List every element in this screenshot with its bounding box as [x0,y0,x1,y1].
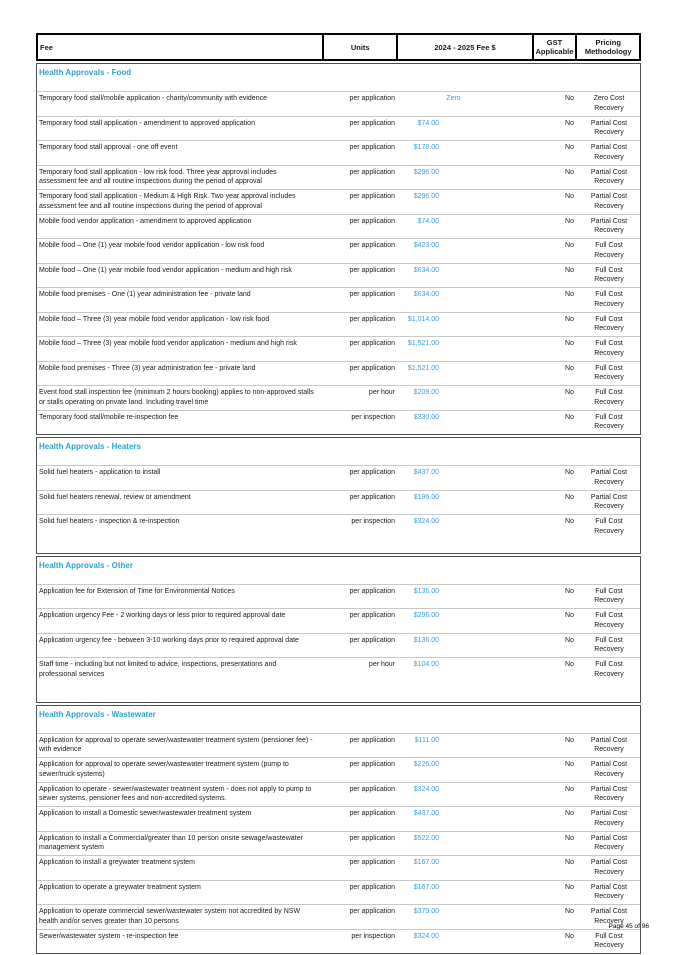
row-units: per application [349,315,395,323]
row-fee-amount: $296.00 [413,612,439,619]
row-fee-amount: $178.00 [413,144,439,151]
row-units: per application [349,810,395,817]
row-fee-description: Temporary food stall/mobile re-inspection fee [39,413,179,421]
row-units: per application [349,242,395,249]
row-fee-description: Mobile food – Three (3) year mobile food vendor application - medium and high risk [39,340,297,347]
row-gst-applicable: No [565,217,574,225]
row-gst-applicable: No [565,736,574,744]
row-pricing-methodology: Full Cost Recovery [594,340,624,357]
row-fee-description: Application to install a Domestic sewer/wastewater treatment system [39,810,252,817]
row-units: per application [349,364,395,372]
row-fee-description: Sewer/wastewater system - re-inspection fee [39,932,179,940]
row-fee-description: Solid fuel heaters - application to install [39,469,161,476]
row-fee-description: Solid fuel heaters renewal, review or amendment [39,493,191,501]
row-fee-amount: $324.00 [413,518,439,525]
header-units: Units [324,35,399,59]
header-fee-amount: 2024 - 2025 Fee $ [398,35,533,59]
row-fee-description: Application for approval to operate sewer/wastewater treatment system (pensioner fee) - with evidence [39,736,313,753]
row-units: per application [349,291,395,298]
row-fee-description: Mobile food vendor application - amendment to approved application [39,217,252,225]
row-gst-applicable: No [565,413,574,421]
row-fee-description: Mobile food premises - One (1) year administration fee - private land [39,291,251,298]
row-fee-amount: $136.00 [413,636,439,644]
row-pricing-methodology: Full Cost Recovery [594,661,624,678]
row-fee-description: Staff time - including but not limited to advice, inspections, presentations and professional services [39,661,277,678]
row-gst-applicable: No [565,364,574,372]
header-gst-applicable: GST Applicable [534,35,578,59]
table-row [37,733,640,758]
row-fee-amount: $296.00 [413,193,439,200]
row-gst-applicable: No [565,859,574,866]
row-pricing-methodology: Full Cost Recovery [594,315,624,332]
row-fee-amount: $74.00 [417,217,439,225]
row-pricing-methodology: Partial Cost Recovery [590,144,628,161]
row-pricing-methodology: Partial Cost Recovery [590,859,628,876]
row-gst-applicable: No [565,119,574,127]
row-gst-applicable: No [565,785,574,793]
row-units: per application [349,168,395,176]
row-gst-applicable: No [565,469,574,476]
row-units: per application [349,736,395,744]
table-header-row [36,33,641,61]
row-units: per application [349,612,395,619]
row-units: per hour [368,389,395,396]
row-fee-description: Application to operate a greywater treatment system [39,883,201,891]
table-row [37,806,640,831]
row-gst-applicable: No [565,242,574,249]
row-fee-description: Temporary food stall application - amendment to approved application [39,119,255,127]
row-fee-description: Temporary food stall/mobile application - charity/community with evidence [39,95,267,102]
row-units: per application [349,493,395,501]
row-fee-amount: $634.00 [413,266,439,274]
row-fee-description: Application fee for Extension of Time for Environmental Notices [39,587,235,595]
table-row [37,608,640,633]
row-gst-applicable: No [565,493,574,501]
row-fee-description: Application to operate - sewer/wastewater treatment system - does not apply to pump to sewer systems, pensioner fees and non-accredited systems. [39,785,312,802]
row-pricing-methodology: Partial Cost Recovery [590,736,628,753]
table-row [37,214,640,239]
section-title: Health Approvals - Other [39,560,133,570]
row-gst-applicable: No [565,315,574,323]
row-gst-applicable: No [565,518,574,525]
table-row [37,584,640,609]
row-pricing-methodology: Partial Cost Recovery [590,785,628,802]
table-row [37,361,640,386]
table-row [37,904,640,929]
row-units: per hour [368,661,395,668]
row-fee-amount: $196.00 [413,493,439,501]
table-row [37,514,640,539]
row-fee-description: Solid fuel heaters - inspection & re-inspection [39,518,180,525]
row-pricing-methodology: Partial Cost Recovery [590,834,628,851]
row-gst-applicable: No [565,834,574,842]
table-row [37,116,640,141]
row-gst-applicable: No [565,612,574,619]
row-units: per application [349,834,395,842]
row-units: per application [349,266,395,274]
table-row [37,287,640,312]
section-title: Health Approvals - Food [39,68,132,77]
row-pricing-methodology: Partial Cost Recovery [590,168,628,185]
row-gst-applicable: No [565,168,574,176]
row-fee-amount: $379.00 [413,908,439,915]
row-pricing-methodology: Full Cost Recovery [594,266,624,283]
section-title: Health Approvals - Wastewater [39,709,156,719]
row-pricing-methodology: Full Cost Recovery [594,518,624,535]
section-health-approvals-other [36,556,641,703]
table-row [37,782,640,807]
row-units: per application [349,193,395,200]
row-units: per application [349,636,395,644]
row-pricing-methodology: Partial Cost Recovery [590,883,628,900]
row-fee-amount: $330.00 [413,413,439,421]
row-gst-applicable: No [565,291,574,298]
row-fee-amount: $1,014.00 [407,315,439,323]
row-fee-description: Temporary food stall application - low risk food. Three year approval includes assessment fee and all routine inspections during the period of approval [39,168,277,185]
row-fee-amount: Zero [446,95,461,102]
row-gst-applicable: No [565,389,574,396]
row-fee-amount: $437.00 [413,469,439,476]
row-units: per application [349,883,395,891]
row-pricing-methodology: Full Cost Recovery [594,389,624,406]
row-fee-description: Application urgency Fee - 2 working days or less prior to required approval date [39,612,286,619]
blank-space [37,682,640,702]
row-fee-description: Mobile food – One (1) year mobile food vendor application - low risk food [39,242,265,249]
row-pricing-methodology: Partial Cost Recovery [590,193,628,210]
row-units: per application [349,785,395,793]
row-fee-amount: $437.00 [413,810,439,817]
blank-space [37,539,640,553]
table-row [37,410,640,435]
row-units: per application [349,144,395,151]
row-units: per inspection [351,413,395,421]
row-fee-amount: $167.00 [413,883,439,891]
row-gst-applicable: No [565,95,574,102]
table-row [37,91,640,116]
table-row [37,633,640,658]
row-pricing-methodology: Partial Cost Recovery [590,493,628,510]
row-fee-description: Mobile food – One (1) year mobile food vendor application - medium and high risk [39,266,292,274]
row-units: per application [349,217,395,225]
row-fee-amount: $167.00 [413,859,439,866]
row-gst-applicable: No [565,908,574,915]
table-row [37,385,640,410]
row-units: per inspection [351,518,395,525]
row-fee-description: Application to install a Commercial/greater than 10 person onsite sewage/wastewater management system [39,834,303,851]
table-row [37,929,640,954]
row-fee-description: Application for approval to operate sewer/wastewater treatment system (pump to sewer/truck systems) [39,761,289,778]
table-row [37,238,640,263]
row-gst-applicable: No [565,761,574,768]
row-fee-description: Application urgency fee - between 3-10 working days prior to required approval date [39,636,299,644]
row-gst-applicable: No [565,636,574,644]
row-units: per application [349,908,395,915]
row-pricing-methodology: Partial Cost Recovery [590,810,628,827]
row-pricing-methodology: Full Cost Recovery [594,242,624,259]
row-units: per application [349,119,395,127]
row-gst-applicable: No [565,661,574,668]
row-fee-description: Temporary food stall application - Medium & High Risk. Two year approval includes assessment fee and all routine inspections during the period of approval [39,193,296,210]
row-fee-description: Event food stall inspection fee (minimum 2 hours booking) applies to non-approved stalls or stalls operating on private land. Including travel time [39,389,314,406]
row-units: per application [349,859,395,866]
row-fee-amount: $226.00 [413,761,439,768]
table-row [37,855,640,880]
row-fee-description: Application to operate commercial sewer/wastewater system not accredited by NSW health and/or serves greater than 10 persons [39,908,301,925]
row-fee-amount: $104.00 [413,661,439,668]
section-title: Health Approvals - Heaters [39,442,141,451]
row-pricing-methodology: Full Cost Recovery [594,932,624,949]
section-health-approvals-food [36,63,641,435]
row-pricing-methodology: Partial Cost Recovery [590,469,628,486]
row-fee-amount: $634.00 [413,291,439,298]
table-row [37,140,640,165]
table-row [37,312,640,337]
row-gst-applicable: No [565,883,574,891]
row-pricing-methodology: Full Cost Recovery [594,291,624,308]
row-fee-description: Mobile food – Three (3) year mobile food vendor application - low risk food [39,315,270,323]
row-fee-amount: $324.00 [413,932,439,940]
row-units: per application [349,587,395,595]
row-fee-amount: $209.00 [413,389,439,396]
row-pricing-methodology: Zero Cost Recovery [593,95,625,112]
row-pricing-methodology: Partial Cost Recovery [590,119,628,136]
row-fee-amount: $136.00 [413,587,439,595]
row-pricing-methodology: Full Cost Recovery [594,612,624,629]
table-row [37,165,640,190]
page-number: Page 45 of 96 [608,923,649,930]
row-gst-applicable: No [565,193,574,200]
section-health-approvals-heaters [36,437,641,554]
row-gst-applicable: No [565,810,574,817]
table-row [37,880,640,905]
table-row [37,657,640,682]
row-pricing-methodology: Full Cost Recovery [594,636,624,653]
row-gst-applicable: No [565,266,574,274]
row-fee-description: Mobile food premises - Three (3) year administration fee - private land [39,364,256,372]
row-fee-amount: $111.00 [414,736,439,744]
row-pricing-methodology: Partial Cost Recovery [590,761,628,778]
row-fee-amount: $1,521.00 [407,340,439,347]
section-health-approvals-wastewater [36,705,641,955]
row-units: per application [349,340,395,347]
row-fee-description: Temporary food stall approval - one off event [39,144,178,151]
row-fee-amount: $74.00 [417,119,439,127]
fee-schedule-page [36,33,641,954]
table-row [37,336,640,361]
header-pricing-methodology: Pricing Methodology [584,38,632,56]
row-fee-description: Application to install a greywater treatment system [39,859,196,866]
row-pricing-methodology: Partial Cost Recovery [590,217,628,234]
row-gst-applicable: No [565,932,574,940]
row-pricing-methodology: Full Cost Recovery [594,587,624,604]
table-row [37,263,640,288]
table-row [37,831,640,856]
table-row [37,189,640,214]
row-units: per application [349,469,395,476]
row-units: per inspection [351,932,395,940]
table-row [37,465,640,490]
row-units: per application [349,95,395,102]
row-fee-amount: $522.00 [413,834,439,842]
fee-table-sections [36,63,641,954]
row-pricing-methodology: Partial Cost Recovery [590,908,628,925]
table-row [37,490,640,515]
row-gst-applicable: No [565,144,574,151]
row-pricing-methodology: Full Cost Recovery [594,364,624,381]
row-fee-amount: $423.00 [413,242,439,249]
row-fee-amount: $324.00 [413,785,439,793]
row-fee-amount: $1,521.00 [407,364,439,372]
row-units: per application [349,761,395,768]
row-pricing-methodology: Full Cost Recovery [594,413,624,430]
row-fee-amount: $296.00 [413,168,439,176]
header-fee: Fee [38,35,324,59]
row-gst-applicable: No [565,340,574,347]
table-row [37,757,640,782]
row-gst-applicable: No [565,587,574,595]
